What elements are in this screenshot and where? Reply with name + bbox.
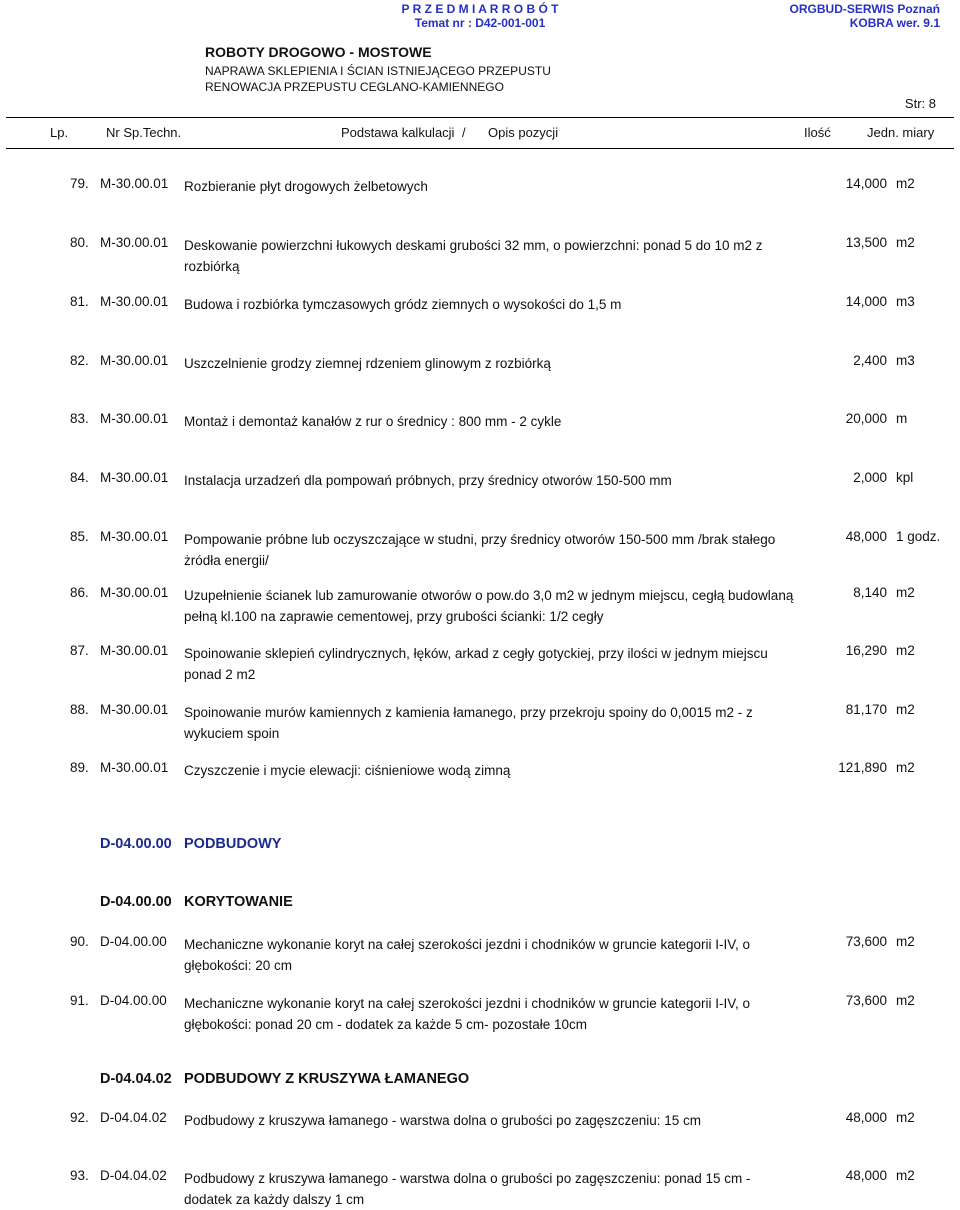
project-title: ROBOTY DROGOWO - MOSTOWE [205,44,432,60]
item-code: M-30.00.01 [100,529,169,544]
col-basis: Podstawa kalkulacji [341,125,455,140]
item-code: M-30.00.01 [100,353,169,368]
item-unit: m2 [896,993,915,1008]
item-desc: Uzupełnienie ścianek lub zamurowanie otworów o pow.do 3,0 m2 w jednym miejscu, cegłą budowlaną pełną kl.100 na zaprawie cementowej, przy grubości ścianki: 1/2 cegły [184,588,794,624]
item-unit: m [896,411,908,426]
item-unit: m2 [896,1168,915,1183]
item-unit: m2 [896,235,915,250]
item-unit: m2 [896,702,915,717]
report-title: P R Z E D M I A R R O B Ó T [401,2,559,16]
item-desc: Mechaniczne wykonanie koryt na całej szerokości jezdni i chodników w gruncie kategorii I-IV, o głębokości: 20 cm [184,937,751,973]
item-code: M-30.00.01 [100,760,169,775]
item-qty: 48,000 [845,1110,887,1125]
item-unit: m3 [896,294,915,309]
item-qty: 2,400 [853,353,887,368]
item-lp: 86. [70,585,89,600]
item-lp: 84. [70,470,89,485]
item-qty: 73,600 [845,993,887,1008]
item-unit: m2 [896,176,915,191]
column-header [6,117,954,149]
item-unit: m2 [896,1110,915,1125]
item-desc: Pompowanie próbne lub oczyszczające w studni, przy średnicy otworów 150-500 mm /brak stałego żródła energii/ [184,532,776,568]
software-version: KOBRA wer. 9.1 [849,16,940,30]
item-desc: Montaż i demontaż kanałów z rur o średnicy : 800 mm - 2 cykle [184,414,562,429]
item-qty: 48,000 [845,1168,887,1183]
item-qty: 2,000 [853,470,887,485]
section-title: PODBUDOWY Z KRUSZYWA ŁAMANEGO [184,1071,470,1087]
item-unit: kpl [896,470,914,485]
item-qty: 14,000 [845,294,887,309]
item-code: M-30.00.01 [100,702,169,717]
item-desc: Rozbieranie płyt drogowych żelbetowych [184,179,428,194]
item-desc: Uszczelnienie grodzy ziemnej rdzeniem glinowym z rozbiórką [184,356,551,371]
project-subtitle-1: NAPRAWA SKLEPIENIA I ŚCIAN ISTNIEJĄCEGO PRZEPUSTU [205,64,551,78]
item-desc: Budowa i rozbiórka tymczasowych gródz ziemnych o wysokości do 1,5 m [184,297,622,312]
section-code: D-04.00.00 [100,894,172,910]
item-unit: m2 [896,643,915,658]
item-code: D-04.04.02 [100,1110,167,1125]
software-vendor: ORGBUD-SERWIS Poznań [789,2,940,16]
item-lp: 89. [70,760,89,775]
item-desc: Czyszczenie i mycie elewacji: ciśnieniowe wodą zimną [184,763,511,778]
col-sep: / [462,125,466,140]
item-lp: 85. [70,529,89,544]
item-qty: 13,500 [845,235,887,250]
item-unit: 1 godz. [896,529,941,544]
item-code: M-30.00.01 [100,643,169,658]
item-code: D-04.00.00 [100,934,167,949]
item-qty: 20,000 [845,411,887,426]
project-subtitle-2: RENOWACJA PRZEPUSTU CEGLANO-KAMIENNEGO [205,80,504,94]
section-code: D-04.04.02 [100,1071,172,1087]
item-lp: 91. [70,993,89,1008]
item-code: M-30.00.01 [100,176,169,191]
item-qty: 73,600 [845,934,887,949]
item-desc: Podbudowy z kruszywa łamanego - warstwa dolna o grubości po zagęszczeniu: ponad 15 cm - dodatek za każdy dalszy 1 cm [184,1171,751,1207]
item-unit: m2 [896,585,915,600]
item-code: M-30.00.01 [100,235,169,250]
section-title: PODBUDOWY [184,836,282,852]
item-lp: 87. [70,643,89,658]
item-code: D-04.00.00 [100,993,167,1008]
item-code: M-30.00.01 [100,411,169,426]
item-desc: Spoinowanie sklepień cylindrycznych, łęków, arkad z cegły gotyckiej, przy ilości w jednym miejscu ponad 2 m2 [184,646,768,682]
item-qty: 81,170 [845,702,887,717]
item-lp: 80. [70,235,89,250]
item-desc: Spoinowanie murów kamiennych z kamienia łamanego, przy przekroju spoiny do 0,0015 m2 - z wykuciem spoin [184,705,753,741]
item-code: D-04.04.02 [100,1168,167,1183]
item-qty: 48,000 [845,529,887,544]
section-title: KORYTOWANIE [184,894,293,910]
item-desc: Mechaniczne wykonanie koryt na całej szerokości jezdni i chodników w gruncie kategorii I-IV, o głębokości: ponad 20 cm - dodatek za każde 5 cm- pozostałe 10cm [184,996,751,1032]
col-lp: Lp. [50,125,69,140]
col-unit: Jedn. miary [867,125,935,140]
item-desc: Podbudowy z kruszywa łamanego - warstwa dolna o grubości po zagęszczeniu: 15 cm [184,1113,702,1128]
item-unit: m2 [896,934,915,949]
item-lp: 93. [70,1168,89,1183]
item-code: M-30.00.01 [100,294,169,309]
item-lp: 81. [70,294,89,309]
item-lp: 88. [70,702,89,717]
item-lp: 90. [70,934,89,949]
item-code: M-30.00.01 [100,585,169,600]
section-code: D-04.00.00 [100,836,172,852]
item-qty: 121,890 [838,760,887,775]
col-code: Nr Sp.Techn. [106,125,182,140]
item-lp: 83. [70,411,89,426]
item-unit: m3 [896,353,915,368]
item-lp: 92. [70,1110,89,1125]
item-qty: 8,140 [853,585,887,600]
col-qty: Ilość [804,125,831,140]
col-desc: Opis pozycji [488,125,559,140]
item-unit: m2 [896,760,915,775]
item-desc: Instalacja urzadzeń dla pompowań próbnych, przy średnicy otworów 150-500 mm [184,473,672,488]
topic-number: Temat nr : D42-001-001 [414,16,546,30]
item-desc: Deskowanie powierzchni łukowych deskami grubości 32 mm, o powierzchni: ponad 5 do 10 m2 z rozbiórką [184,238,763,274]
item-code: M-30.00.01 [100,470,169,485]
item-lp: 82. [70,353,89,368]
item-qty: 16,290 [845,643,887,658]
page-number: Str: 8 [904,96,936,111]
item-lp: 79. [70,176,89,191]
item-qty: 14,000 [845,176,887,191]
